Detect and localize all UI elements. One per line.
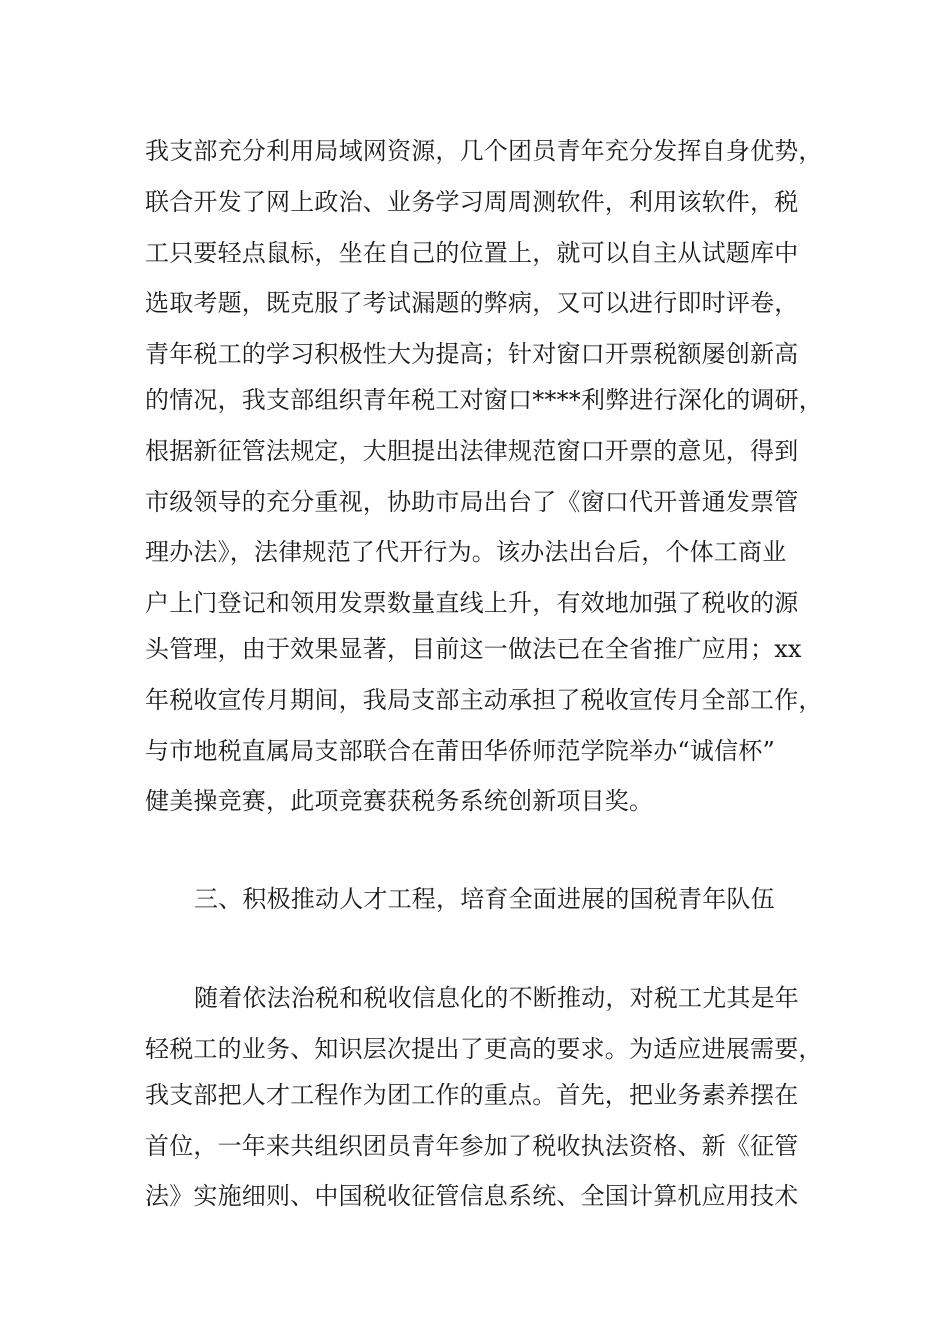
text-line: 法》实施细则、中国税收征管信息系统、全国计算机应用技术: [145, 1182, 799, 1210]
text-line: 市级领导的充分重视，协助市局出台了《窗口代开普通发票管: [145, 488, 799, 516]
text-line: 选取考题，既克服了考试漏题的弊病，又可以进行即时评卷，: [145, 289, 799, 317]
text-line: 青年税工的学习积极性大为提高；针对窗口开票税额屡创新高: [145, 340, 799, 368]
text-line: 轻税工的业务、知识层次提出了更高的要求。为适应进展需要，: [145, 1035, 823, 1063]
text-line: 联合开发了网上政治、业务学习周周测软件，利用该软件，税: [145, 188, 799, 216]
text-line: 头管理，由于效果显著，目前这一做法已在全省推广应用；xx: [145, 635, 802, 663]
text-line: 理办法》，法律规范了代开行为。该办法出台后，个体工商业: [145, 538, 787, 566]
text-line: 我支部充分利用局域网资源，几个团员青年充分发挥自身优势，: [145, 137, 823, 165]
text-line: 首位，一年来共组织团员青年参加了税收执法资格、新《征管: [145, 1132, 799, 1160]
text-line: 随着依法治税和税收信息化的不断推动，对税工尤其是年: [194, 984, 799, 1012]
text-line: 年税收宣传月期间，我局支部主动承担了税收宣传月全部工作，: [145, 686, 823, 714]
text-line: 我支部把人才工程作为团工作的重点。首先，把业务素养摆在: [145, 1081, 799, 1109]
text-line: 健美操竞赛，此项竞赛获税务系统创新项目奖。: [145, 787, 654, 815]
text-line: 工只要轻点鼠标，坐在自己的位置上，就可以自主从试题库中: [145, 239, 799, 267]
text-line: 的情况，我支部组织青年税工对窗口****利弊进行深化的调研，: [145, 386, 823, 414]
text-line: 与市地税直属局支部联合在莆田华侨师范学院举办“诚信杯”: [145, 737, 775, 765]
text-line: 户上门登记和领用发票数量直线上升，有效地加强了税收的源: [145, 589, 799, 617]
section-heading: 三、积极推动人才工程，培育全面进展的国税青年队伍: [194, 885, 775, 913]
text-line: 根据新征管法规定，大胆提出法律规范窗口开票的意见，得到: [145, 437, 799, 465]
